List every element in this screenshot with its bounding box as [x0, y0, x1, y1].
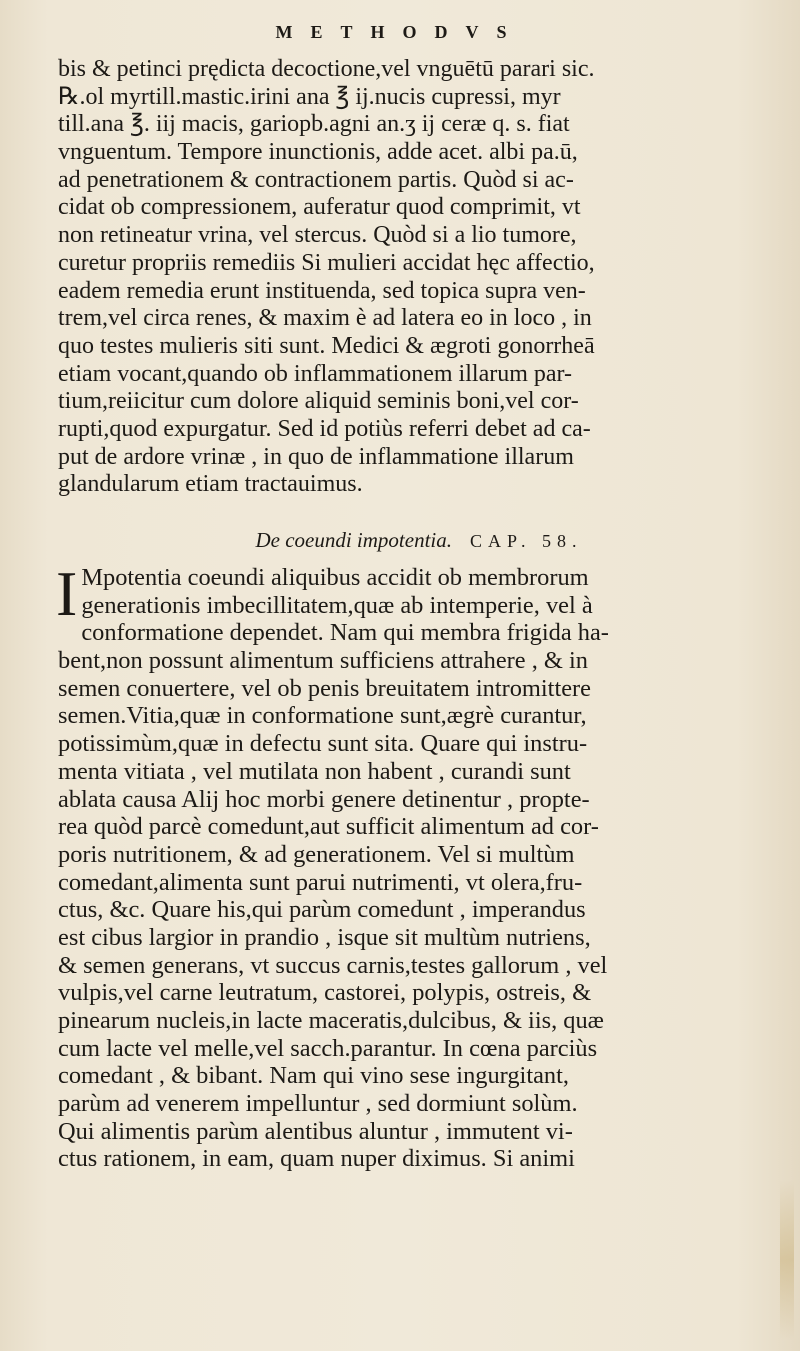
text-line: vulpis,vel carne leutratum, castorei, polypis, ostreis, &	[58, 979, 592, 1007]
text-line: pinearum nucleis,in lacte maceratis,dulcibus, & iis, quæ	[58, 1007, 604, 1034]
text-line: bent,non possunt alimentum sufficiens attrahere , & in	[58, 647, 588, 675]
text-line: cum lacte vel melle,vel sacch.parantur. In cœna parciùs	[58, 1034, 598, 1062]
text-line: Mpotentia coeundi aliquibus accidit ob membrorum	[81, 564, 589, 591]
text-line: parùm ad venerem impelluntur , sed dormiunt solùm.	[58, 1090, 578, 1118]
text-line: rupti,quod expurgatur. Sed id potiùs referri debet ad ca-	[58, 415, 591, 442]
text-line: ablata causa Alij hoc morbi genere detinentur , propte-	[58, 785, 590, 813]
text-line: tium,reiicitur cum dolore aliquid seminis boni,vel cor-	[58, 388, 579, 415]
text-line: generationis imbecillitatem,quæ ab intemperie, vel à	[81, 591, 593, 619]
text-line: vnguentum. Tempore inunctionis, adde acet. albi pa.ū,	[58, 139, 578, 166]
text-line: menta vitiata , vel mutilata non habent , curandi sunt	[58, 757, 571, 785]
drop-cap: I	[56, 558, 78, 629]
text-line	[58, 1201, 780, 1229]
text-line: comedant , & bibant. Nam qui vino sese ingurgitant,	[58, 1062, 569, 1090]
text-line: est cibus largior in prandio , isque sit multùm nutriens,	[58, 923, 591, 951]
chapter-title	[58, 528, 780, 553]
running-header: METHODVS	[275, 22, 525, 42]
text-line: ctus, &c. Quare his,qui parùm comedunt , imperandus	[58, 896, 586, 924]
text-line: ℞.ol myrtill.mastic.irini ana ℥ ij.nucis cupressi, myr	[58, 83, 561, 110]
text-line: conformatione dependet. Nam qui membra frigida ha-	[81, 619, 609, 647]
text-line: & semen generans, vt succus carnis,testes gallorum , vel	[58, 951, 608, 979]
text-line: semen conuertere, vel ob penis breuitatem intromittere	[58, 674, 592, 702]
text-line: comedant,alimenta sunt parui nutrimenti, vt olera,fru-	[58, 868, 583, 896]
text-line: eadem remedia erunt instituenda, sed topica supra ven-	[58, 277, 586, 304]
paragraph-recipe	[58, 56, 780, 499]
text-line: non retineatur vrina, vel stercus. Quòd si a lio tumore,	[58, 222, 577, 249]
text-line: till.ana ℥. iij macis, gariopb.agni an.ʒ ij ceræ q. s. fiat	[58, 111, 570, 138]
text-line	[58, 1229, 780, 1257]
text-line: ctus rationem, in eam, quam nuper diximus. Si animi	[58, 1145, 575, 1173]
text-line: semen.Vitia,quæ in conformatione sunt,ægrè curantur,	[58, 702, 587, 730]
text-line: trem,vel circa renes, & maxim è ad latera eo in loco , in	[58, 305, 592, 332]
text-line: quo testes mulieris siti sunt. Medici & ægroti gonorrheā	[58, 332, 595, 359]
text-line: ad penetrationem & contractionem partis. Quòd si ac-	[58, 166, 574, 193]
chapter-title-text: De coeundi impotentia.	[255, 528, 452, 552]
text-line	[58, 1173, 780, 1201]
text-line: etiam vocant,quando ob inflammationem illarum par-	[58, 360, 573, 387]
text-line: Qui alimentis parùm alentibus aluntur , immutent vi-	[58, 1117, 573, 1145]
text-line: glandularum etiam tractauimus.	[58, 471, 363, 498]
text-line: cidat ob compressionem, auferatur quod comprimit, vt	[58, 194, 581, 221]
text-line: poris nutritionem, & ad generationem. Vel si multùm	[58, 840, 575, 868]
text-line: curetur propriis remediis Si mulieri accidat hęc affectio,	[58, 249, 595, 276]
text-line: put de ardore vrinæ , in quo de inflammatione illarum	[58, 443, 574, 470]
text-line: potissimùm,quæ in defectu sunt sita. Quare qui instru-	[58, 730, 588, 758]
text-line: bis & petinci prędicta decoctione,vel vnguētū parari sic.	[58, 56, 595, 82]
text-line: rea quòd parcè comedunt,aut sufficit alimentum ad cor-	[58, 813, 599, 841]
paper-stain	[780, 1180, 794, 1340]
chapter-number: CAP. 58.	[470, 531, 583, 551]
paragraph-impotentia	[56, 558, 780, 1256]
